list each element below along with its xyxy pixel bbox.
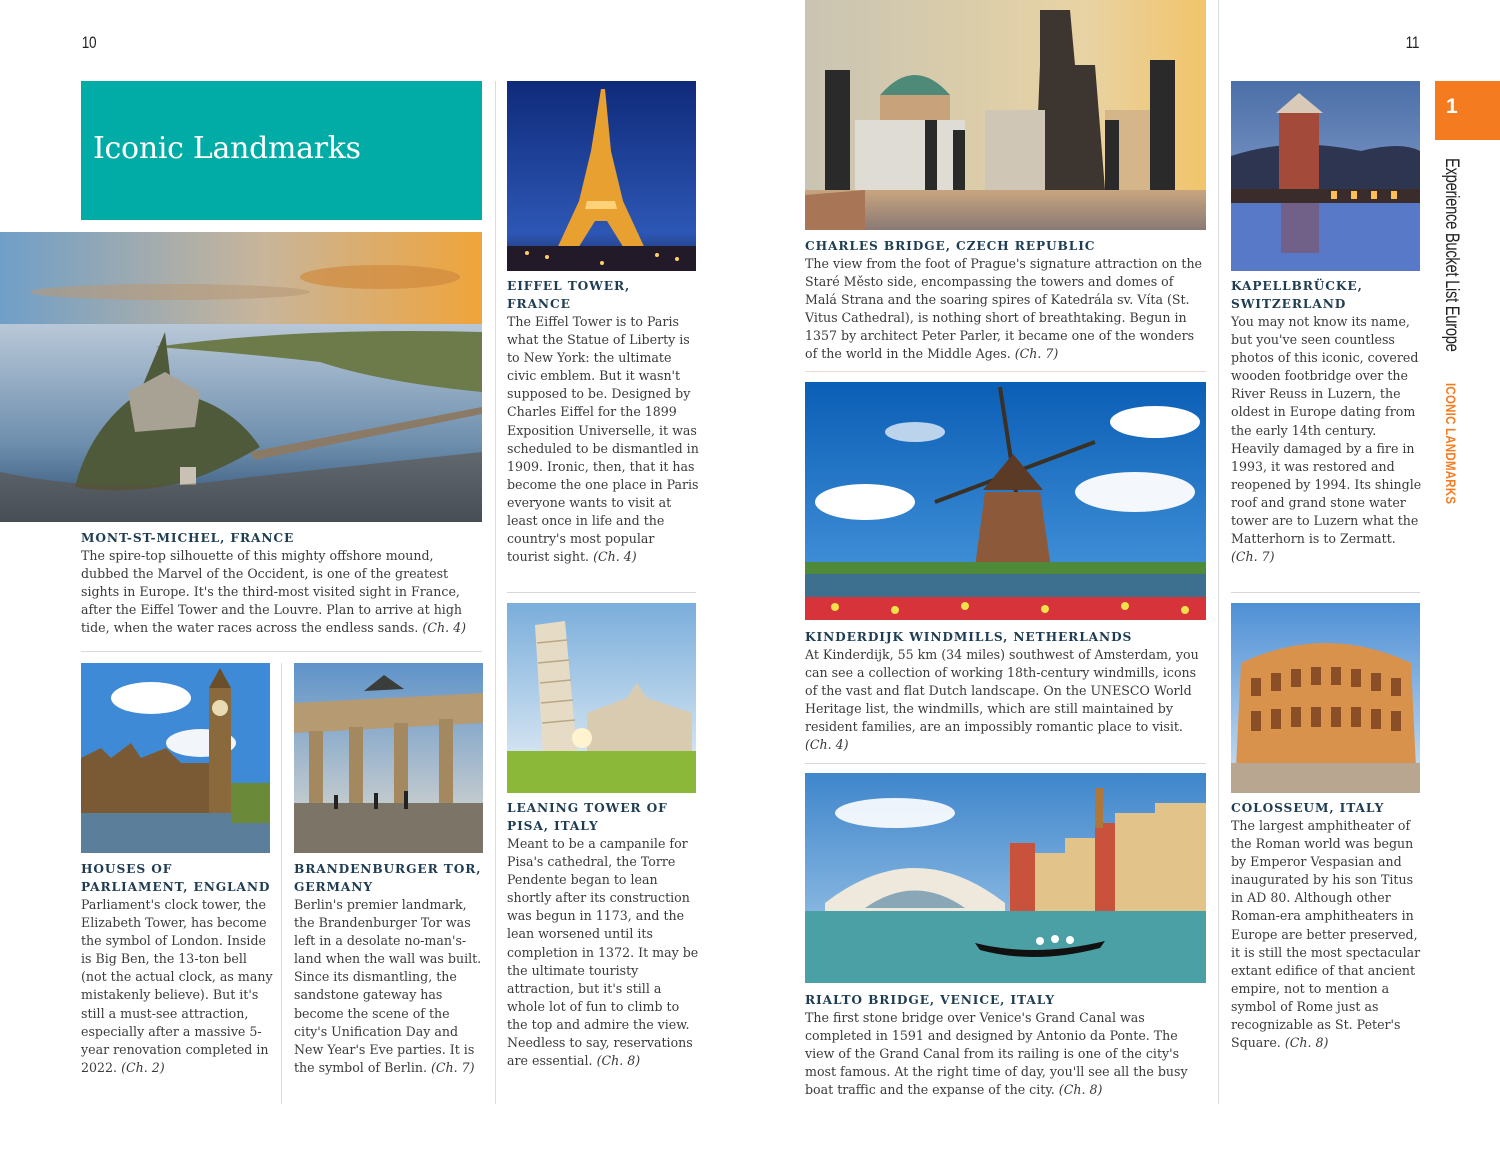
entry-body: Parliament's clock tower, the Elizabeth Tower, has become the symbol of London. Inside is Big Ben, the 13-ton bell (not the actual clock, as many mistakenly believe). But it's still a must-see attraction, especially after a massive 5-year renovation completed in 2022. (Ch. 2) [81,897,273,1075]
running-header [1440,158,1470,558]
column-divider [495,81,496,1104]
entry-rialto-bridge [805,991,1209,1099]
chapter-ref: (Ch. 7) [430,1059,475,1075]
chapter-ref: (Ch. 4) [805,737,849,753]
entry-title: RIALTO BRIDGE, VENICE, ITALY [805,993,1055,1007]
entry-title: COLOSSEUM, ITALY [1231,801,1385,815]
photo-colosseum [1231,603,1420,793]
chapter-ref: (Ch. 7) [1014,346,1059,362]
entry-kinderdijk [805,628,1209,755]
chapter-tab [1435,81,1500,140]
entry-title: KAPELLBRÜCKE, SWITZERLAND [1231,279,1363,311]
section-divider [81,651,482,652]
entry-body: The spire-top silhouette of this mighty offshore mound, dubbed the Marvel of the Occident, is one of the greatest sights in Europe. It's the third-most visited sight in France, after the Eiffel Tower and the Louvre. Plan to arrive at high tide, when the water races across the endless sands. (Ch. 4) [81,548,466,636]
section-title: Iconic Landmarks [93,131,361,166]
entry-body: At Kinderdijk, 55 km (34 miles) southwest of Amsterdam, you can see a collection of working 18th-century windmills, icons of the vast and flat Dutch landscape. On the UNESCO World Heritage list, the windmills, which are still maintained by resident families, are an impossibly romantic place to visit. (Ch. 4) [805,647,1199,753]
entry-charles-bridge [805,237,1209,364]
section-banner [81,81,482,220]
photo-mont-st-michel [0,232,482,522]
entry-body: You may not know its name, but you've seen countless photos of this iconic, covered wooden footbridge over the River Reuss in Luzern, the oldest in Europe dating from the early 14th century. Heavily damaged by a fire in 1993, it was restored and reopened by 1994. Its shingle roof and grand stone water tower are to Luzern what the Matterhorn is to Zermatt. (Ch. 7) [1231,314,1422,565]
book-title: Experience Bucket List Europe [1441,158,1462,352]
photo-windmill [805,382,1206,620]
photo-charles-bridge [805,0,1206,230]
entry-body: Berlin's premier landmark, the Brandenburger Tor was left in a desolate no-man's-land when the wall was built. Since its dismantling, the sandstone gateway has become the scene of the city's Unification Day and New Year's Eve parties. It is the symbol of Berlin. (Ch. 7) [294,897,482,1075]
entry-body: The view from the foot of Prague's signature attraction on the Staré Město side, encompassing the towers and domes of Malá Strana and the soaring spires of Katedrála sv. Víta (St. Vitus Cathedral), is nothing short of breathtaking. Begun in 1357 by architect Peter Parler, it became one of the wonders of the world in the Middle Ages. (Ch. 7) [805,256,1203,362]
column-divider [1218,0,1219,1104]
entry-body: The Eiffel Tower is to Paris what the Statue of Liberty is to New York: the ultimate civic emblem. But it wasn't supposed to be. Designed by Charles Eiffel for the 1899 Exposition Universelle, it was scheduled to be dismantled in 1909. Ironic, then, that it has become the one place in Paris everyone wants to visit at least once in life and the country's most popular tourist sight. (Ch. 4) [507,314,699,565]
entry-leaning-tower [507,799,699,1070]
chapter-ref: (Ch. 8) [1284,1035,1329,1051]
chapter-ref: (Ch. 4) [422,620,466,636]
entry-body: The first stone bridge over Venice's Grand Canal was completed in 1591 and designed by Antonio da Ponte. The view of the Grand Canal from its railing is one of the city's most famous. At the right time of day, you'll see all the busy boat traffic and the expanse of the city. (Ch. 8) [805,1010,1188,1098]
entry-title: BRANDENBURGER TOR, GERMANY [294,862,482,894]
chapter-ref: (Ch. 8) [1058,1082,1103,1098]
photo-rialto-bridge [805,773,1206,983]
entry-title: CHARLES BRIDGE, CZECH REPUBLIC [805,239,1096,253]
entry-mont-st-michel [81,529,485,637]
chapter-ref: (Ch. 8) [596,1053,641,1069]
entry-houses-of-parliament [81,860,274,1077]
section-divider [805,371,1206,372]
section-divider [805,763,1206,764]
entry-eiffel-tower [507,277,699,566]
entry-title: HOUSES OF PARLIAMENT, ENGLAND [81,862,271,894]
chapter-number: 1 [1446,95,1458,118]
entry-title: KINDERDIJK WINDMILLS, NETHERLANDS [805,630,1133,644]
entry-kapellbruecke [1231,277,1423,566]
section-divider [1231,592,1420,593]
chapter-ref: (Ch. 4) [593,549,637,565]
photo-kapellbruecke [1231,81,1420,271]
entry-body: Meant to be a campanile for Pisa's cathedral, the Torre Pendente began to lean shortly after its construction was begun in 1173, and the lean worsened until its completion in 1372. It may be the ultimate touristy attraction, but it's still a whole lot of fun to climb to the top and admire the view. Needless to say, reservations are essential. (Ch. 8) [507,836,699,1069]
entry-colosseum [1231,799,1423,1052]
entry-title: MONT-ST-MICHEL, FRANCE [81,531,295,545]
entry-title: LEANING TOWER OF PISA, ITALY [507,801,668,833]
chapter-ref: (Ch. 2) [121,1059,165,1075]
page-number-left: 10 [81,33,97,52]
photo-leaning-tower [507,603,696,793]
page-number-right: 11 [1405,33,1419,52]
entry-brandenburger-tor [294,860,486,1077]
entry-body: The largest amphitheater of the Roman world was begun by Emperor Vespasian and inaugurated by his son Titus in AD 80. Although other Roman-era amphitheaters in Europe are better preserved, it is still the most spectacular extant edifice of that ancient empire, not to mention a symbol of Rome just as recognizable as St. Peter's Square. (Ch. 8) [1231,818,1421,1051]
section-label: ICONIC LANDMARKS [1443,383,1459,505]
entry-title: EIFFEL TOWER, FRANCE [507,279,631,311]
section-divider [507,592,696,593]
chapter-ref: (Ch. 7) [1231,549,1275,565]
photo-eiffel-tower-night [507,81,696,271]
photo-brandenburg-gate [294,663,483,853]
photo-big-ben [81,663,270,853]
column-divider [281,663,282,1104]
